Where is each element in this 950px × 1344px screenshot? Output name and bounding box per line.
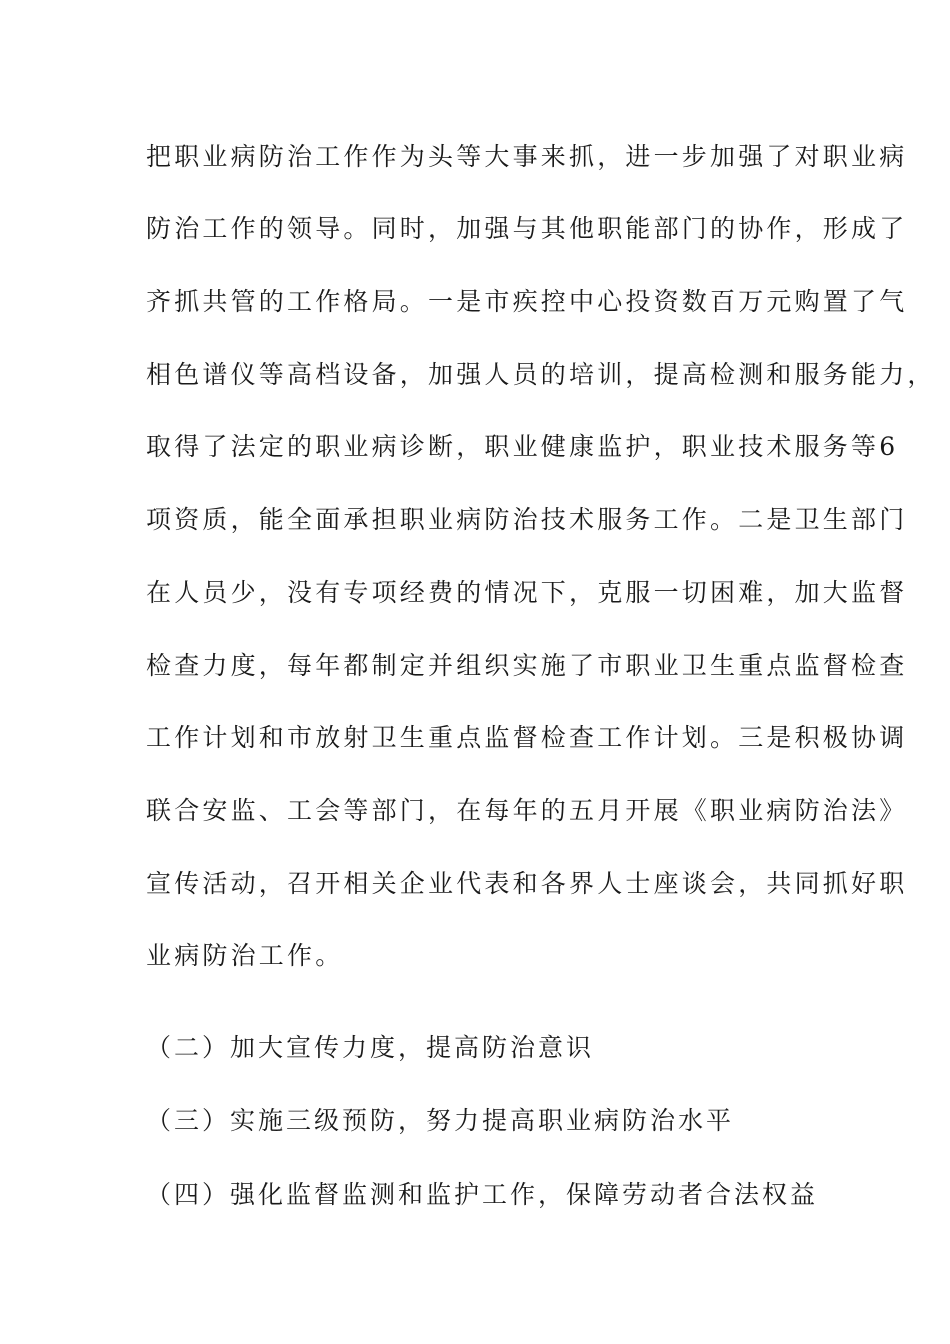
paragraph-line: 齐抓共管的工作格局。一是市疾控中心投资数百万元购置了气 [146,287,908,316]
paragraph-line: 联合安监、工会等部门，在每年的五月开展《职业病防治法》 [146,796,908,825]
section-heading-2: （二）加大宣传力度，提高防治意识 [146,1033,595,1062]
paragraph-line: 在人员少，没有专项经费的情况下，克服一切困难，加大监督 [146,578,908,607]
section-heading-3: （三）实施三级预防，努力提高职业病防治水平 [146,1106,735,1135]
paragraph-line: 防治工作的领导。同时，加强与其他职能部门的协作，形成了 [146,214,908,243]
paragraph-line: 把职业病防治工作作为头等大事来抓，进一步加强了对职业病 [146,142,908,171]
paragraph-line: 相色谱仪等高档设备，加强人员的培训，提高检测和服务能力， [146,360,936,389]
section-heading-4: （四）强化监督监测和监护工作，保障劳动者合法权益 [146,1180,819,1209]
paragraph-line: 业病防治工作。 [146,941,344,970]
paragraph-line: 项资质，能全面承担职业病防治技术服务工作。二是卫生部门 [146,505,908,534]
paragraph-line: 检查力度，每年都制定并组织实施了市职业卫生重点监督检查 [146,651,908,680]
paragraph-line: 宣传活动，召开相关企业代表和各界人士座谈会，共同抓好职 [146,869,908,898]
paragraph-line: 取得了法定的职业病诊断，职业健康监护，职业技术服务等6 [146,432,899,461]
paragraph-line: 工作计划和市放射卫生重点监督检查工作计划。三是积极协调 [146,723,908,752]
